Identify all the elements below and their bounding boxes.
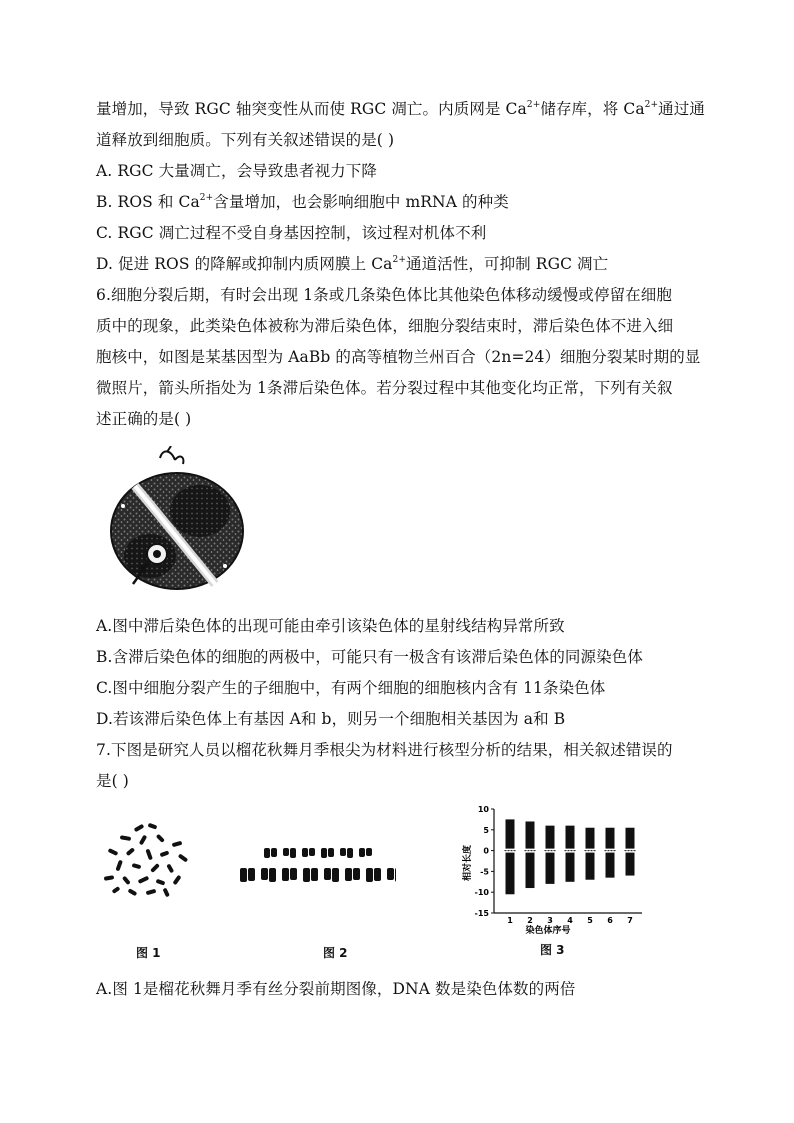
- karyotype-chromosome: [324, 868, 331, 880]
- chart-y-tick-label: 10: [477, 805, 489, 814]
- cell-micrograph: [105, 446, 245, 596]
- chart-x-tick-label: 1: [507, 916, 513, 925]
- karyotype-chromosome: [345, 868, 352, 881]
- chart-xlabel: 染色体序号: [525, 926, 571, 936]
- chart-bar-lower: [566, 853, 575, 882]
- karyotype-chromosome: [248, 868, 255, 881]
- chart-bar-lower: [626, 853, 635, 876]
- figure-1-caption: 图 1: [136, 946, 161, 960]
- chart-bar-upper: [626, 828, 635, 849]
- q6-stem-line-4: 微照片，箭头所指处为 1条滞后染色体。若分裂过程中其他变化均正常，下列有关叙: [96, 379, 673, 397]
- q7-stem-line-2: 是( ): [96, 772, 129, 790]
- chart-y-tick-label: -5: [480, 867, 489, 877]
- karyotype-chromosome: [264, 848, 270, 858]
- karyotype-chromosome: [269, 868, 276, 882]
- karyotype-chromosome: [282, 868, 289, 881]
- karyotype-chromosome: [261, 868, 268, 880]
- karyotype-chromosome: [321, 848, 327, 858]
- karyotype-chromosome: [366, 848, 372, 856]
- chart-x-tick-label: 5: [587, 916, 593, 925]
- q6-option-c: C.图中细胞分裂产生的子细胞中，有两个细胞的细胞核内含有 11条染色体: [96, 679, 606, 697]
- q5-option-d: D. 促进 ROS 的降解或抑制内质网膜上 $Ca^{2+}$通道活性，可抑制 RGC 凋亡: [96, 254, 609, 273]
- q5-option-a: A. RGC 大量凋亡，会导致患者视力下降: [96, 162, 377, 180]
- chart-bar-upper: [566, 826, 575, 849]
- karyotype-chromosome: [303, 868, 310, 882]
- karyotype-chromosome: [366, 868, 373, 882]
- chart-x-tick-label: 6: [607, 916, 613, 925]
- q5-stem-line-1: 量增加，导致 RGC 轴突变性从而使 RGC 凋亡。内质网是 $Ca^{2+}$储存库，将 $Ca^{2+}$通过通: [96, 99, 705, 118]
- karyotype-chromosome: [271, 848, 277, 857]
- chart-bar-upper: [546, 826, 555, 849]
- chart-x-tick-label: 4: [567, 916, 573, 925]
- chart-ylabel: 相对长度: [463, 844, 473, 882]
- chart-bar-lower: [606, 853, 615, 878]
- karyotype-chromosome: [347, 848, 353, 858]
- figure-2-caption: 图 2: [323, 946, 348, 960]
- chart-y-tick-label: 5: [483, 825, 489, 835]
- chart-bar-upper: [526, 821, 535, 848]
- karyotype-chromosome: [359, 848, 365, 857]
- karyotype-chromosome: [311, 868, 318, 881]
- chart-bar-lower: [586, 853, 595, 880]
- karyotype-chromosome: [332, 868, 339, 882]
- figure-2-karyotype: [236, 840, 396, 892]
- q7-option-a: A.图 1是榴花秋舞月季有丝分裂前期图像，DNA 数是染色体数的两倍: [96, 980, 576, 998]
- q6-option-b: B.含滞后染色体的细胞的两极中，可能只有一极含有该滞后染色体的同源染色体: [96, 648, 643, 666]
- figure-1-chromosome-spread: [98, 820, 198, 900]
- chart-bar-lower: [546, 853, 555, 884]
- karyotype-chromosome: [353, 868, 360, 880]
- chart-bar-lower: [526, 853, 535, 888]
- chart-bar-upper: [506, 819, 515, 848]
- q5-stem-line-2: 道释放到细胞质。下列有关叙述错误的是( ): [96, 131, 395, 149]
- q6-stem-line-2: 质中的现象，此类染色体被称为滞后染色体，细胞分裂结束时，滞后染色体不进入细: [96, 317, 674, 335]
- karyotype-chromosome: [283, 848, 289, 856]
- chart-x-tick-label: 7: [627, 916, 633, 925]
- q6-option-a: A.图中滞后染色体的出现可能由牵引该染色体的星射线结构异常所致: [96, 617, 565, 635]
- karyotype-chromosome: [387, 868, 394, 880]
- chart-x-tick-label: 2: [527, 916, 533, 925]
- q6-option-d: D.若该滞后染色体上有基因 A和 b，则另一个细胞相关基因为 a和 B: [96, 710, 566, 728]
- q5-option-b: B. ROS 和 $Ca^{2+}$含量增加，也会影响细胞中 mRNA 的种类: [96, 192, 509, 211]
- karyotype-chromosome: [290, 868, 297, 880]
- karyotype-chromosome: [290, 848, 296, 858]
- chart-bar-upper: [586, 828, 595, 849]
- karyotype-chromosome: [240, 868, 247, 882]
- chart-y-ticks: [475, 805, 494, 918]
- chart-x-tick-label: 3: [547, 916, 553, 925]
- karyotype-chromosome: [340, 848, 346, 856]
- figure-3-caption: 图 3: [540, 943, 565, 957]
- q6-stem-line-1: 6.细胞分裂后期，有时会出现 1条或几条染色体比其他染色体移动缓慢或停留在细胞: [96, 286, 672, 304]
- chart-bar-upper: [606, 828, 615, 849]
- karyotype-chromosome: [309, 848, 315, 856]
- chart-y-tick-label: -10: [474, 888, 489, 898]
- chart-bars: [505, 819, 636, 894]
- karyotype-chromosome: [328, 848, 334, 857]
- chart-x-ticks: [507, 916, 633, 925]
- q6-stem-line-5: 述正确的是( ): [96, 410, 192, 428]
- q7-stem-line-1: 7.下图是研究人员以榴花秋舞月季根尖为材料进行核型分析的结果，相关叙述错误的: [96, 741, 673, 759]
- q5-option-c: C. RGC 凋亡过程不受自身基因控制，该过程对机体不利: [96, 224, 487, 242]
- q6-stem-line-3: 胞核中，如图是某基因型为 AaBb 的高等植物兰州百合（2n=24）细胞分裂某时期的显: [96, 348, 701, 366]
- karyotype-chromosome: [302, 848, 308, 857]
- karyotype-chromosome: [395, 868, 396, 882]
- chart-bar-lower: [506, 853, 515, 895]
- karyotype-chromosome: [374, 868, 381, 881]
- chart-y-tick-label: -15: [474, 909, 489, 918]
- figure-3-chart: [462, 803, 662, 937]
- chart-y-tick-label: 0: [483, 846, 489, 856]
